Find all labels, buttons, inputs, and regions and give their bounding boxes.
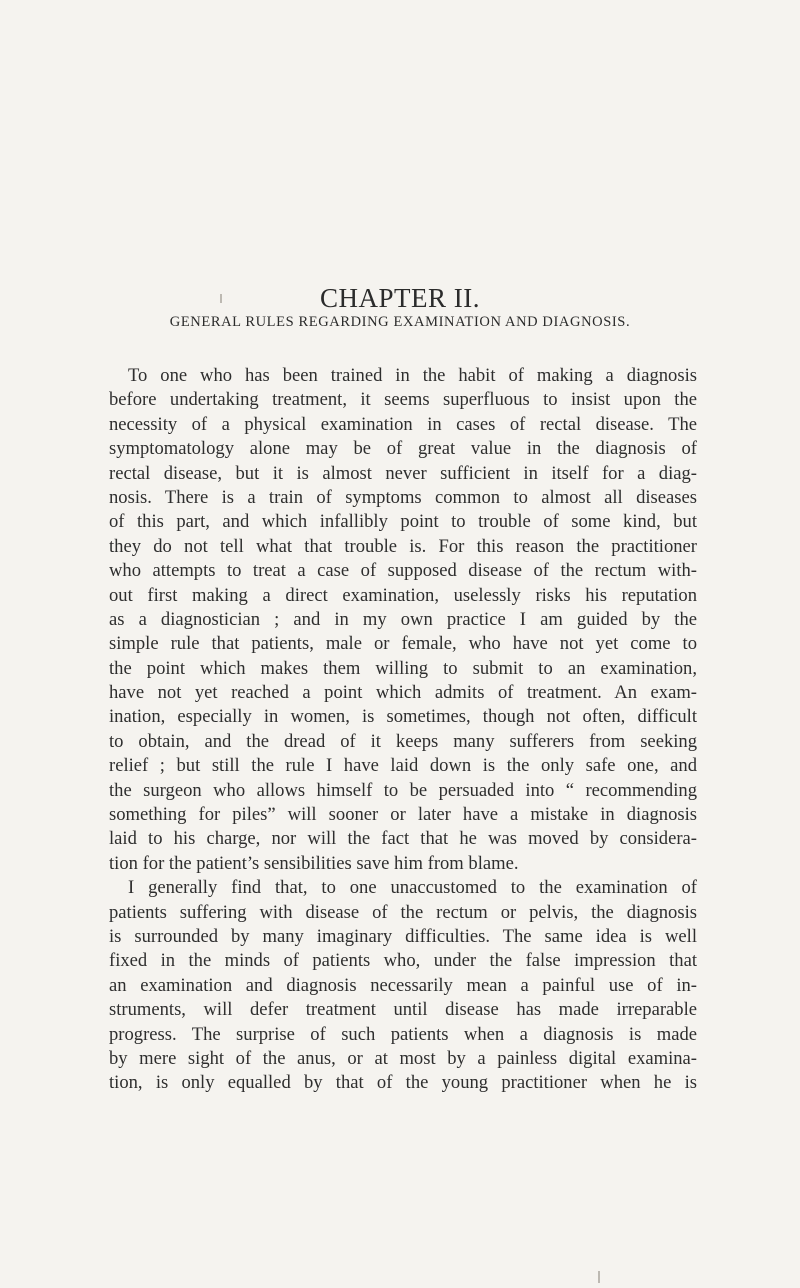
text-line: rectal disease, but it is almost never sufficient in itself for a diag-	[109, 462, 697, 484]
chapter-title: CHAPTER II.	[320, 283, 480, 313]
text-line: before undertaking treatment, it seems superfluous to insist upon the	[109, 389, 697, 411]
text-line: struments, will defer treatment until disease has made irreparable	[109, 999, 697, 1021]
text-line: tion, is only equalled by that of the young practitioner when he is	[109, 1072, 697, 1094]
text-line: they do not tell what that trouble is. For this reason the practitioner	[109, 535, 697, 557]
text-line: necessity of a physical examination in cases of rectal disease. The	[109, 413, 697, 435]
body-text	[109, 364, 697, 1096]
text-line: who attempts to treat a case of supposed disease of the rectum with-	[109, 560, 697, 582]
text-line: simple rule that patients, male or female, who have not yet come to	[109, 633, 697, 655]
text-line: fixed in the minds of patients who, under the false impression that	[109, 950, 697, 972]
text-line: tion for the patient’s sensibilities save him from blame.	[109, 852, 519, 874]
text-line: have not yet reached a point which admits of treatment. An exam-	[109, 682, 697, 704]
text-line: out first making a direct examination, uselessly risks his reputation	[109, 584, 697, 606]
text-line: something for piles” will sooner or later have a mistake in diagnosis	[109, 804, 697, 826]
text-line: I generally find that, to one unaccustomed to the examination of	[128, 877, 697, 899]
text-line: ination, especially in women, is sometimes, though not often, difficult	[109, 706, 697, 728]
section-heading: GENERAL RULES REGARDING EXAMINATION AND DIAGNOSIS.	[169, 314, 631, 330]
text-line: the point which makes them willing to submit to an examination,	[109, 657, 697, 679]
text-line: nosis. There is a train of symptoms common to almost all diseases	[109, 486, 697, 508]
text-line: is surrounded by many imaginary difficulties. The same idea is well	[109, 925, 697, 947]
text-line: an examination and diagnosis necessarily mean a painful use of in-	[109, 974, 697, 996]
text-line: To one who has been trained in the habit of making a diagnosis	[128, 365, 697, 386]
text-line: patients suffering with disease of the rectum or pelvis, the diagnosis	[109, 901, 697, 923]
text-line: of this part, and which infallibly point to trouble of some kind, but	[109, 511, 697, 533]
text-line: by mere sight of the anus, or at most by a painless digital examina-	[109, 1047, 697, 1069]
text-line: as a diagnostician ; and in my own practice I am guided by the	[109, 608, 697, 630]
text-line: the surgeon who allows himself to be persuaded into “ recommending	[109, 779, 697, 801]
text-line: laid to his charge, nor will the fact that he was moved by considera-	[109, 828, 697, 850]
text-line: symptomatology alone may be of great value in the diagnosis of	[109, 438, 697, 460]
scan-speck	[220, 294, 222, 303]
text-line: progress. The surprise of such patients when a diagnosis is made	[109, 1023, 697, 1045]
text-line: relief ; but still the rule I have laid down is the only safe one, and	[109, 755, 697, 777]
text-line: to obtain, and the dread of it keeps many sufferers from seeking	[109, 730, 697, 752]
scan-speck	[598, 1271, 600, 1283]
